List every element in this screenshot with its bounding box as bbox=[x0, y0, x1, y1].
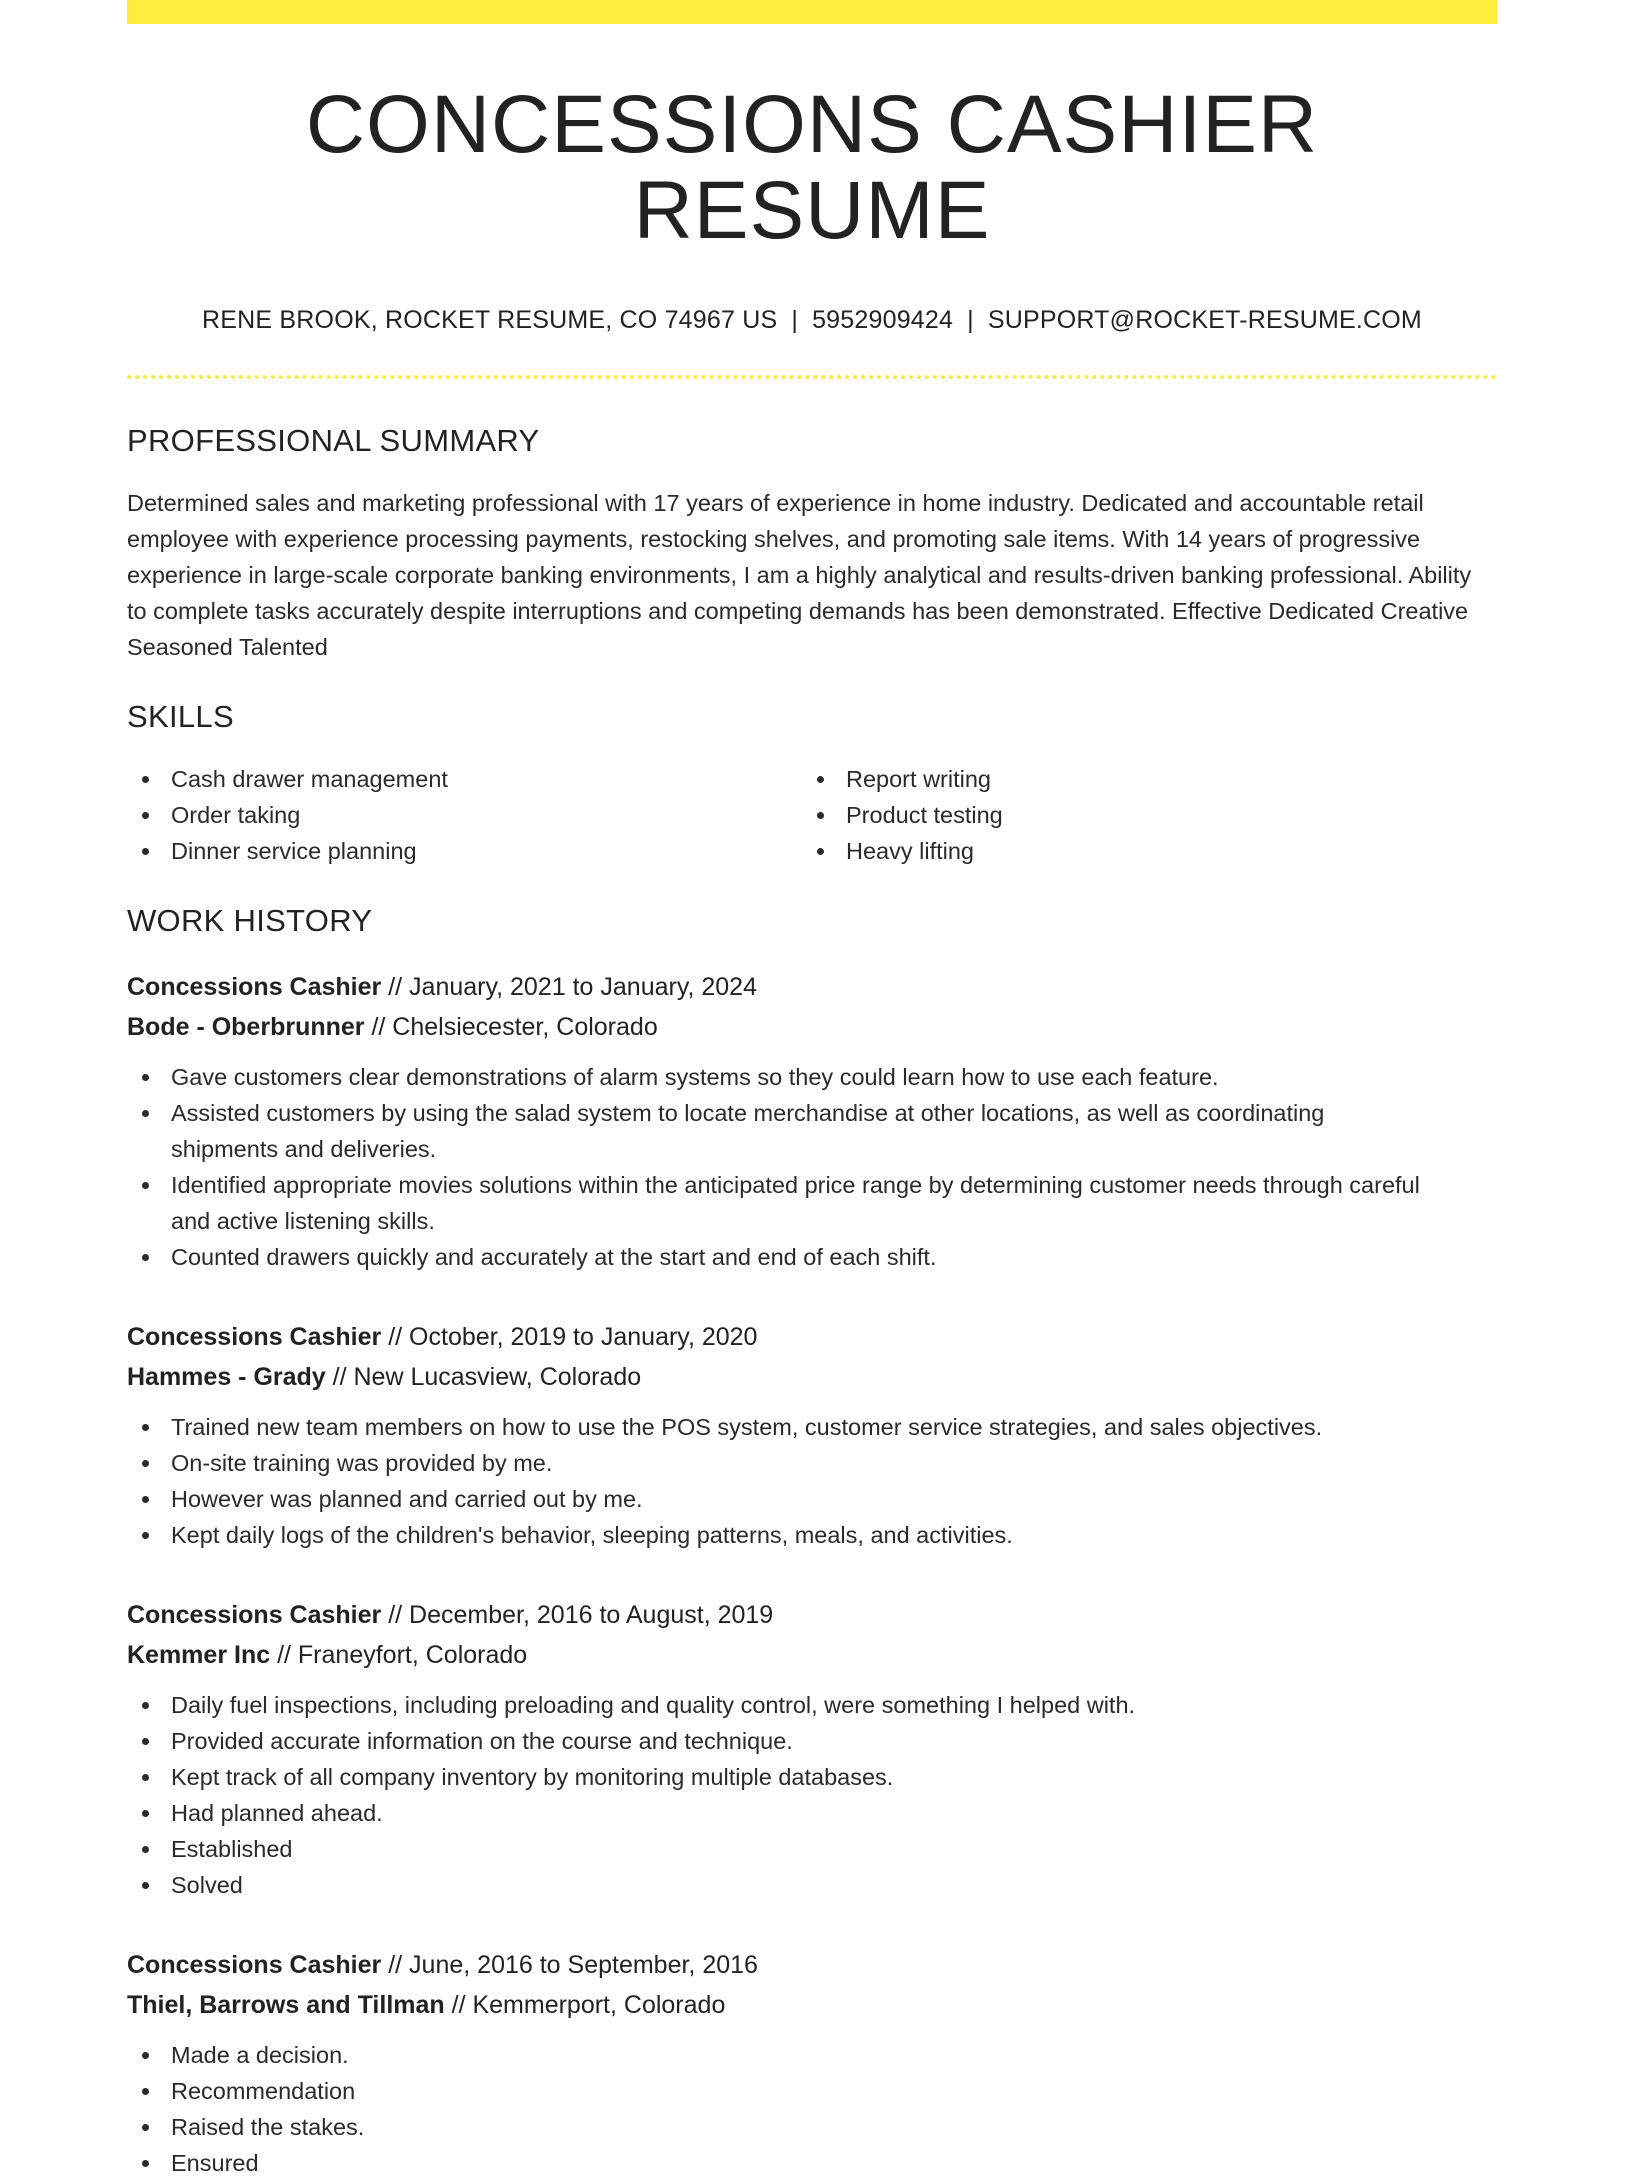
contact-separator: | bbox=[967, 306, 974, 335]
job-bullet: Made a decision. bbox=[127, 2037, 1497, 2073]
skill-item: Order taking bbox=[127, 797, 802, 833]
job-bullet: Ensured bbox=[127, 2145, 1497, 2181]
job-bullet: Had planned ahead. bbox=[127, 1795, 1497, 1831]
dotted-divider bbox=[127, 375, 1497, 379]
skills-column-left bbox=[127, 761, 802, 869]
contact-phone: 5952909424 bbox=[812, 306, 954, 335]
job-dates: // January, 2021 to January, 2024 bbox=[388, 973, 757, 1002]
job-bullet: Counted drawers quickly and accurately at the start and end of each shift. bbox=[127, 1239, 1497, 1275]
job-company-line bbox=[127, 1357, 1497, 1397]
job-bullets bbox=[127, 1059, 1497, 1275]
job-bullet: Trained new team members on how to use the POS system, customer service strategies, and sales objectives. bbox=[127, 1409, 1497, 1445]
job-dates: // December, 2016 to August, 2019 bbox=[388, 1601, 774, 1630]
job-bullet: Raised the stakes. bbox=[127, 2109, 1497, 2145]
skill-item: Cash drawer management bbox=[127, 761, 802, 797]
contact-line bbox=[127, 306, 1497, 335]
skill-item: Product testing bbox=[802, 797, 1477, 833]
job-bullet: Recommendation bbox=[127, 2073, 1497, 2109]
job-company: Hammes - Grady bbox=[127, 1363, 326, 1392]
skills-list bbox=[127, 761, 1497, 869]
job-dates: // October, 2019 to January, 2020 bbox=[388, 1323, 758, 1352]
job-company-line bbox=[127, 1985, 1497, 2025]
job-bullet: Established bbox=[127, 1831, 1497, 1867]
skill-item: Heavy lifting bbox=[802, 833, 1477, 869]
job-bullets bbox=[127, 1409, 1497, 1553]
job-bullet: Gave customers clear demonstrations of alarm systems so they could learn how to use each feature. bbox=[127, 1059, 1497, 1095]
summary-text: Determined sales and marketing professional with 17 years of experience in home industry. Dedicated and accountable retail employee with experience processing payments, restocking shelves, and promoting sale items. With 14 years of progressive experience in large-scale corporate banking environments, I am a highly analytical and results-driven banking professional. Ability to complete tasks accurately despite interruptions and competing demands has been demonstrated. Effective Dedicated Creative Seasoned Talented bbox=[127, 490, 1472, 661]
job-bullet: Provided accurate information on the course and technique. bbox=[127, 1723, 1497, 1759]
job-entry bbox=[127, 967, 1497, 1275]
job-title-line bbox=[127, 1595, 1497, 1635]
job-title: Concessions Cashier bbox=[127, 973, 382, 1002]
job-location: // Kemmerport, Colorado bbox=[451, 1991, 726, 2020]
job-bullet: Solved bbox=[127, 1867, 1497, 1903]
job-title: Concessions Cashier bbox=[127, 1601, 382, 1630]
summary-heading: PROFESSIONAL SUMMARY bbox=[127, 423, 540, 459]
job-entry bbox=[127, 1945, 1497, 2181]
job-company: Thiel, Barrows and Tillman bbox=[127, 1991, 445, 2020]
job-company: Bode - Oberbrunner bbox=[127, 1013, 365, 1042]
job-entry bbox=[127, 1595, 1497, 1903]
job-dates: // June, 2016 to September, 2016 bbox=[388, 1951, 758, 1980]
skill-item: Dinner service planning bbox=[127, 833, 802, 869]
contact-address: RENE BROOK, ROCKET RESUME, CO 74967 US bbox=[202, 306, 778, 335]
job-bullet: Kept daily logs of the children's behavior, sleeping patterns, meals, and activities. bbox=[127, 1517, 1497, 1553]
skills-heading: SKILLS bbox=[127, 699, 234, 735]
job-company-line bbox=[127, 1635, 1497, 1675]
job-location: // Chelsiecester, Colorado bbox=[371, 1013, 658, 1042]
skills-column-right bbox=[802, 761, 1477, 869]
job-title: Concessions Cashier bbox=[127, 1951, 382, 1980]
job-title-line bbox=[127, 967, 1497, 1007]
job-bullet: Identified appropriate movies solutions within the anticipated price range by determining customer needs through careful and active listening skills. bbox=[127, 1167, 1497, 1239]
job-bullet: Assisted customers by using the salad system to locate merchandise at other locations, as well as coordinating shipments and deliveries. bbox=[127, 1095, 1497, 1167]
resume-title: CONCESSIONS CASHIER RESUME bbox=[305, 79, 1319, 257]
job-company-line bbox=[127, 1007, 1497, 1047]
job-entry bbox=[127, 1317, 1497, 1553]
job-bullets bbox=[127, 2037, 1497, 2181]
job-title-line bbox=[127, 1945, 1497, 1985]
job-bullets bbox=[127, 1687, 1497, 1903]
job-bullet: On-site training was provided by me. bbox=[127, 1445, 1497, 1481]
skill-item: Report writing bbox=[802, 761, 1477, 797]
resume-page bbox=[127, 0, 1497, 2181]
top-accent-bar bbox=[127, 0, 1497, 24]
work-history-heading: WORK HISTORY bbox=[127, 903, 373, 939]
job-title: Concessions Cashier bbox=[127, 1323, 382, 1352]
job-title-line bbox=[127, 1317, 1497, 1357]
job-location: // Franeyfort, Colorado bbox=[277, 1641, 528, 1670]
contact-separator: | bbox=[791, 306, 799, 335]
job-bullet: However was planned and carried out by me. bbox=[127, 1481, 1497, 1517]
job-bullet: Kept track of all company inventory by monitoring multiple databases. bbox=[127, 1759, 1497, 1795]
job-bullet: Daily fuel inspections, including preloading and quality control, were something I helped with. bbox=[127, 1687, 1497, 1723]
contact-email: SUPPORT@ROCKET-RESUME.COM bbox=[987, 306, 1422, 335]
job-location: // New Lucasview, Colorado bbox=[332, 1363, 642, 1392]
job-company: Kemmer Inc bbox=[127, 1641, 271, 1670]
